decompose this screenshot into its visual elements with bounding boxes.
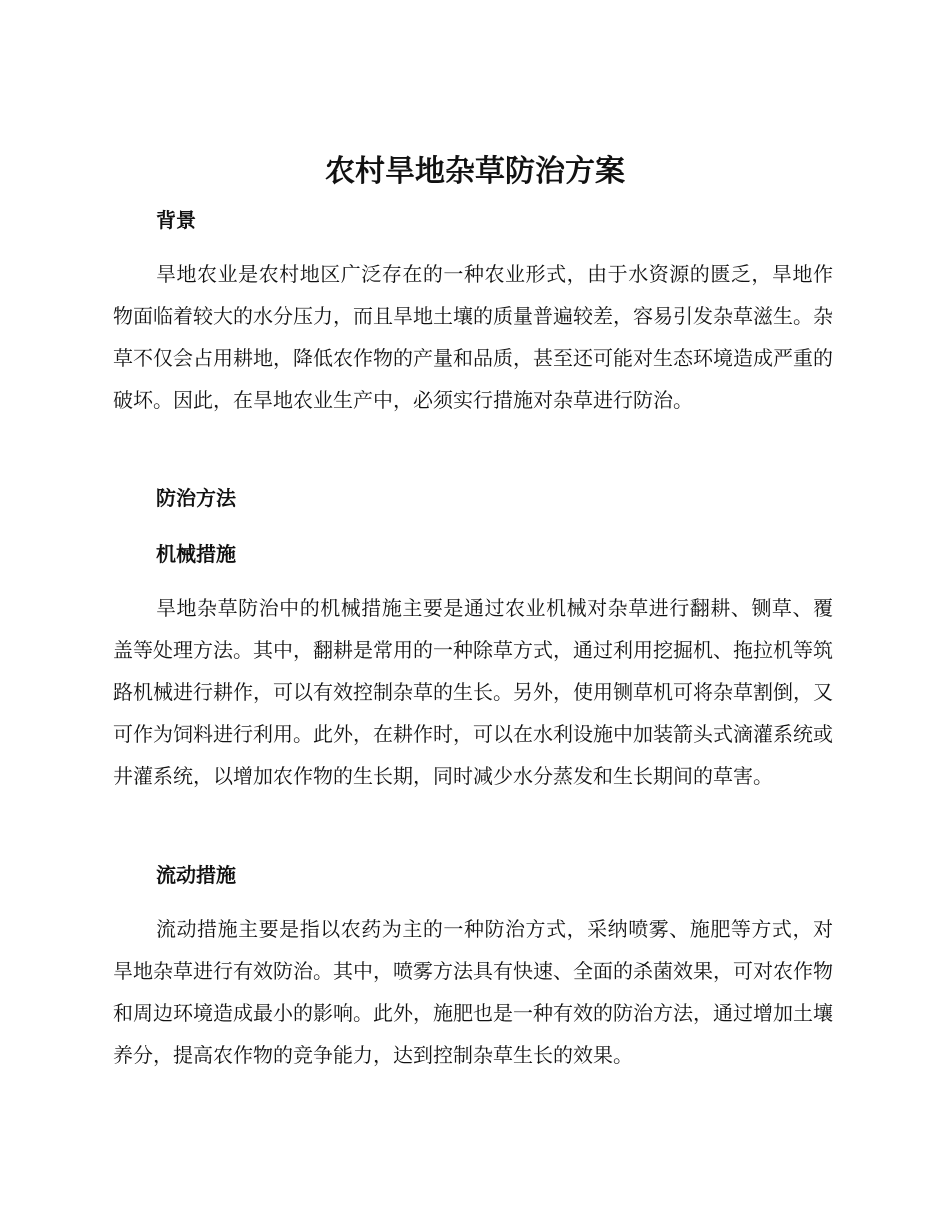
section-heading-mobile: 流动措施	[156, 863, 236, 887]
section-paragraph-background: 旱地农业是农村地区广泛存在的一种农业形式，由于水资源的匮乏，旱地作物面临着较大的水分压力，而且旱地土壤的质量普遍较差，容易引发杂草滋生。杂草不仅会占用耕地，降低农作物的产量和品质，甚至还可能对生态环境造成严重的破坏。因此，在旱地农业生产中，必须实行措施对杂草进行防治。	[113, 262, 833, 412]
section-paragraph-mechanical: 旱地杂草防治中的机械措施主要是通过农业机械对杂草进行翻耕、铡草、覆盖等处理方法。其中，翻耕是常用的一种除草方式，通过利用挖掘机、拖拉机等筑路机械进行耕作，可以有效控制杂草的生长。另外，使用铡草机可将杂草割倒，又可作为饲料进行利用。此外，在耕作时，可以在水利设施中加装箭头式滴灌系统或井灌系统，以增加农作物的生长期，同时减少水分蒸发和生长期间的草害。	[113, 596, 833, 788]
document-title: 农村旱地杂草防治方案	[325, 154, 625, 189]
section-heading-mechanical: 机械措施	[156, 542, 236, 566]
section-heading-methods: 防治方法	[156, 486, 236, 510]
section-heading-background: 背景	[156, 208, 196, 232]
section-paragraph-mobile: 流动措施主要是指以农药为主的一种防治方式，采纳喷雾、施肥等方式，对旱地杂草进行有效防治。其中，喷雾方法具有快速、全面的杀菌效果，可对农作物和周边环境造成最小的影响。此外，施肥也是一种有效的防治方法，通过增加土壤养分，提高农作物的竞争能力，达到控制杂草生长的效果。	[113, 917, 833, 1067]
